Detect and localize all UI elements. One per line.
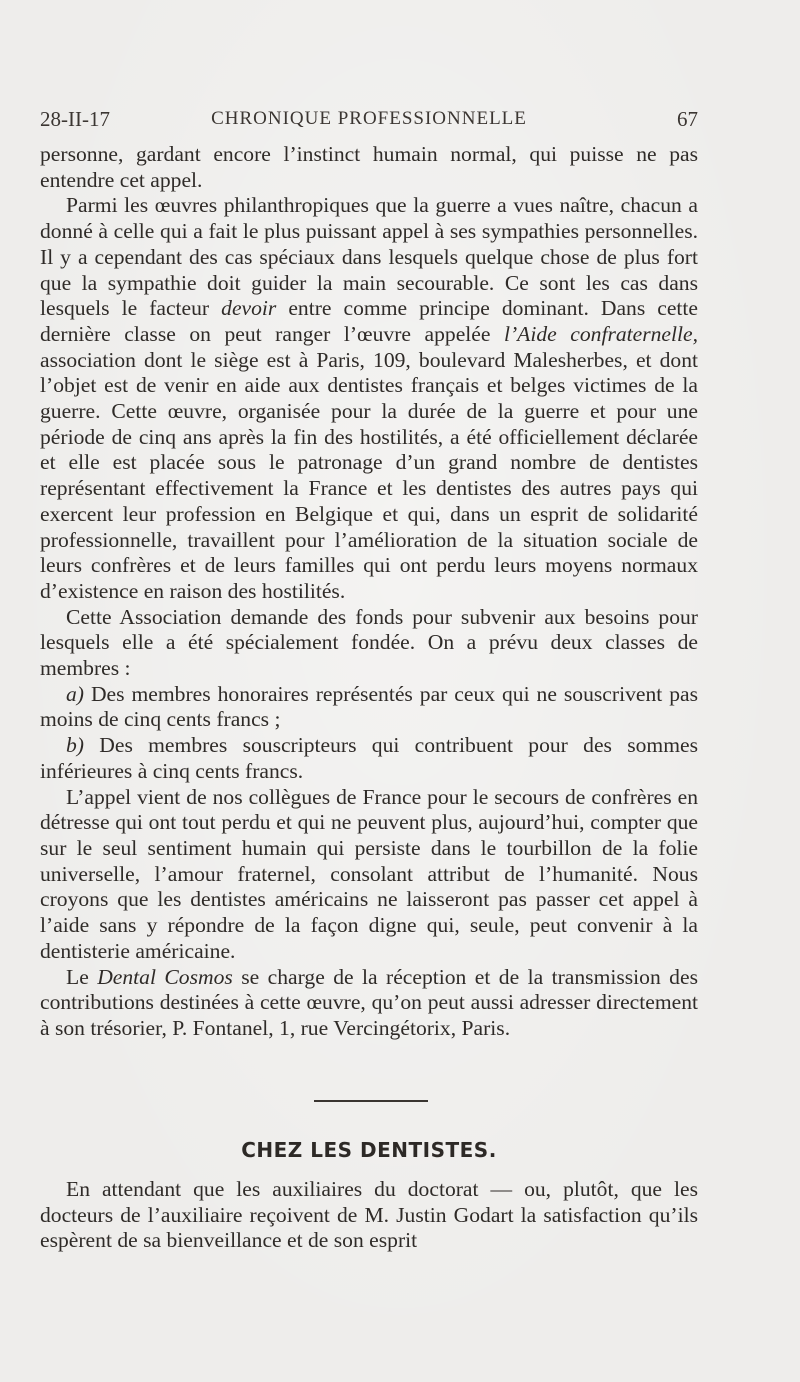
italic-term-devoir: devoir	[221, 296, 277, 321]
list-item-a	[40, 682, 698, 733]
section-body	[40, 1177, 698, 1254]
paragraph-association: Cette Association demande des fonds pour subvenir aux besoins pour lesquels elle a été spécialement fondée. On a prévu deux classes de membres :	[40, 604, 698, 681]
issue-date: 28-II-17	[40, 107, 110, 131]
text-run: se charge de la réception et de la transmission des contributions destinées à cette œuvre, qu’on peut aussi adresser directement à son trésorier, P. Fontanel, 1, rue Vercingétorix, Paris.	[40, 964, 698, 1040]
list-text-a: Des membres honoraires représentés par ceux qui ne souscrivent pas moins de cinq cents francs ;	[40, 681, 698, 732]
paragraph-oeuvres	[40, 193, 698, 604]
paragraph-appel: L’appel vient de nos collègues de France pour le secours de confrères en détresse qui ont tout perdu et qui ne peuvent plus, aujourd’hui, compter que sur le seul sentiment humain qui persiste dans le tourbillon de la folie universelle, l’amour fraternel, consolant attribut de l’humanité. Nous croyons que les dentistes américains ne laisseront pas passer cet appel à l’aide sans y répondre de la façon digne qui, seule, peut convenir à la dentisterie américaine.	[40, 784, 698, 963]
text-run: Parmi les œuvres philanthropiques que la guerre a vues naître, chacun a donné à celle qui a fait le plus puissant appel à ses sympathies personnelles. Il y a cependant des cas spéciaux dans lesquels quelque chose de plus fort que la sympathie doit guider la main secourable. Ce sont les cas dans lesquels le facteur	[40, 193, 698, 321]
text-run: entre comme principe dominant. Dans cette dernière classe on peut ranger l’œuvre appelée	[40, 296, 699, 346]
text-run: Le	[66, 964, 98, 989]
list-item-b	[40, 733, 698, 784]
list-text-b: Des membres souscripteurs qui contribuent pour des sommes inférieures à cinq cents francs.	[40, 733, 698, 783]
section-divider	[314, 1100, 428, 1102]
italic-title-aide-confraternelle: l’Aide confraternelle,	[503, 321, 699, 346]
paragraph-continued: personne, gardant encore l’instinct humain normal, qui puisse ne pas entendre cet appel.	[40, 142, 698, 192]
section-title: CHRONIQUE PROFESSIONNELLE	[211, 108, 527, 129]
section-heading: CHEZ LES DENTISTES.	[241, 1138, 497, 1162]
page-number: 67	[677, 107, 698, 131]
article-body	[40, 142, 698, 1042]
list-marker-a: a)	[66, 681, 84, 706]
text-run: association dont le siège est à Paris, 109, boulevard Malesherbes, et dont l’objet est de venir en aide aux dentistes français et belges victimes de la guerre. Cette œuvre, organisée pour la durée de la guerre et pour une période de cinq ans après la fin des hostilités, a été officiellement déclarée et elle est placée sous le patronage d’un grand nombre de dentistes représentant effectivement la France et les dentistes des autres pays qui exercent leur profession en Belgique et qui, dans un esprit de solidarité professionnelle, travaillent pour l’amélioration de la situation sociale de leurs confrères et de leurs familles qui ont perdu leurs moyens normaux d’existence en raison des hostilités.	[40, 347, 698, 603]
italic-title-dental-cosmos: Dental Cosmos	[97, 964, 233, 989]
paragraph-dental-cosmos	[40, 965, 698, 1042]
running-header	[40, 104, 698, 134]
paragraph-auxiliaires: En attendant que les auxiliaires du doctorat — ou, plutôt, que les docteurs de l’auxiliaire reçoivent de M. Justin Godart la satisfaction qu’ils espèrent de sa bienveillance et de son esprit	[40, 1177, 698, 1253]
list-marker-b: b)	[66, 733, 84, 758]
